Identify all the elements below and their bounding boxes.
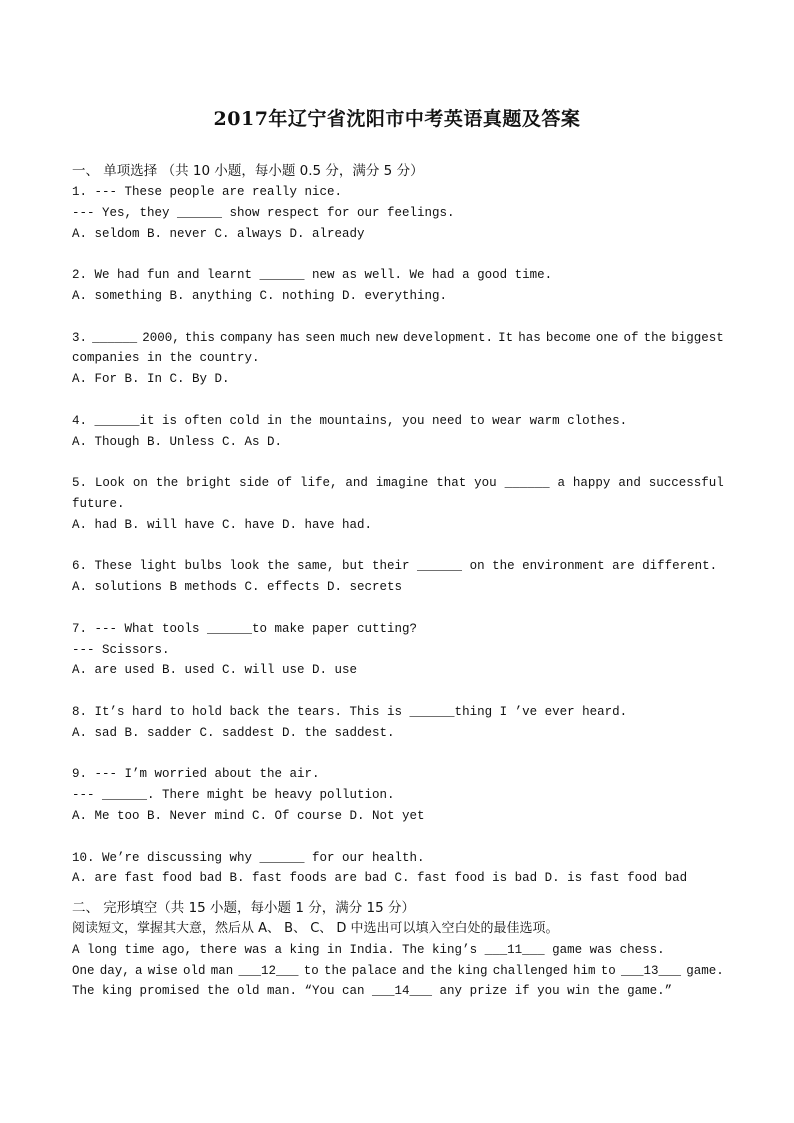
passage-line: The king promised the old man. “You can ___14___ any prize if you win the game.” [72, 984, 673, 999]
question-options: A. seldom B. never C. always D. already [72, 226, 365, 241]
word: a [557, 476, 565, 491]
word: a [135, 963, 143, 978]
word: the [429, 963, 453, 978]
question-text: 10. We’re discussing why ______ for our health. [72, 850, 425, 865]
question-options: A. Though B. Unless C. As D. [72, 434, 283, 449]
word: him [573, 963, 596, 978]
question-options: A. are used B. used C. will use D. use [72, 663, 358, 678]
word: ___12___ [238, 963, 299, 978]
section1-heading: 一、 单项选择 （共 10 小题，每小题 0.5 分，满分 5 分） [72, 163, 424, 179]
word: of [623, 330, 639, 345]
word: this [184, 330, 215, 345]
page-title: 2017年辽宁省沈阳市中考英语真题及答案 [213, 108, 581, 130]
question-options: A. Me too B. Never mind C. Of course D. Not yet [72, 808, 425, 823]
question-4 [72, 411, 724, 453]
question-options: A. sad B. sadder C. saddest D. the saddest. [72, 725, 395, 740]
word: It [498, 330, 514, 345]
question-text: 1. --- These people are really nice. [72, 185, 343, 199]
word: One [72, 963, 95, 978]
word: king [457, 963, 488, 978]
word: old [183, 963, 206, 978]
word: and [618, 476, 641, 491]
question-options: A. something B. anything C. nothing D. everything. [72, 288, 448, 303]
word: ___13___ [621, 963, 682, 978]
word: and [402, 963, 425, 978]
word: happy [572, 476, 611, 491]
word: challenged [492, 963, 568, 978]
word: development. [402, 330, 493, 345]
question-text: future. [72, 496, 125, 511]
word: seen [305, 330, 336, 345]
word: game. [686, 963, 724, 978]
question-text: --- ______. There might be heavy pollution. [72, 788, 395, 803]
word: on [132, 476, 148, 491]
word: life, [299, 476, 338, 491]
question-options: A. had B. will have C. have D. have had. [72, 517, 373, 532]
question-text: --- Yes, they ______ show respect for our feelings. [72, 205, 455, 220]
word: man [210, 963, 234, 978]
word: that [436, 476, 467, 491]
word: to [600, 963, 616, 978]
word: the [324, 963, 347, 978]
question-text-justified [72, 473, 724, 494]
question-5 [72, 473, 724, 535]
word: you [474, 476, 497, 491]
word: of [277, 476, 293, 491]
passage-line: A long time ago, there was a king in India. The king’s ___11___ game was chess. [72, 942, 665, 957]
exam-content [72, 160, 724, 1002]
word: become [545, 330, 591, 345]
question-options: A. are fast food bad B. fast foods are bad C. fast food is bad D. is fast food bad [72, 871, 688, 886]
word: to [303, 963, 319, 978]
word: new [375, 330, 398, 345]
section2-heading: 二、 完形填空（共 15 小题，每小题 1 分，满分 15 分） [72, 900, 415, 917]
word: one [595, 330, 619, 345]
question-9 [72, 764, 724, 826]
word: imagine [375, 476, 429, 491]
word: has [518, 330, 541, 345]
question-3 [72, 328, 724, 390]
section2-instruction: 阅读短文，掌握其大意，然后从 A、 B、 C、 D 中选出可以填入空白处的最佳选项。 [72, 921, 559, 937]
word: 3. [72, 330, 88, 345]
word: and [345, 476, 368, 491]
word: much [340, 330, 371, 345]
question-7 [72, 619, 724, 681]
word: day, [99, 963, 130, 978]
question-2 [72, 265, 724, 307]
question-text: 8. It’s hard to hold back the tears. This is ______thing I ’ve ever heard. [72, 704, 628, 719]
question-10 [72, 848, 724, 890]
question-text-justified [72, 328, 724, 349]
word: Look [94, 476, 125, 491]
word: 5. [72, 476, 88, 491]
word: side [239, 476, 270, 491]
question-text: 6. These light bulbs look the same, but their ______ on the environment are different. [72, 559, 718, 574]
question-text: companies in the country. [72, 351, 260, 366]
question-text: 7. --- What tools ______to make paper cutting? [72, 621, 418, 636]
word: bright [186, 476, 232, 491]
question-8 [72, 702, 724, 744]
question-text: --- Scissors. [72, 642, 170, 657]
question-text: 4. ______it is often cold in the mountains, you need to wear warm clothes. [72, 413, 628, 428]
word: wise [147, 963, 178, 978]
question-text: 2. We had fun and learnt ______ new as well. We had a good time. [72, 268, 553, 283]
passage-line-justified [72, 961, 724, 982]
word: ______ [504, 476, 550, 491]
question-options: A. For B. In C. By D. [72, 372, 230, 387]
word: ______ [92, 330, 138, 345]
question-text: 9. --- I’m worried about the air. [72, 767, 320, 782]
question-options: A. solutions B methods C. effects D. secrets [72, 580, 403, 595]
word: biggest [671, 330, 724, 345]
word: palace [351, 963, 397, 978]
word: the [155, 476, 179, 491]
word: company [219, 330, 273, 345]
word: has [277, 330, 301, 345]
word: 2000, [142, 330, 180, 345]
word: the [643, 330, 667, 345]
question-1 [72, 182, 724, 244]
question-6 [72, 556, 724, 598]
word: successful [648, 476, 724, 491]
